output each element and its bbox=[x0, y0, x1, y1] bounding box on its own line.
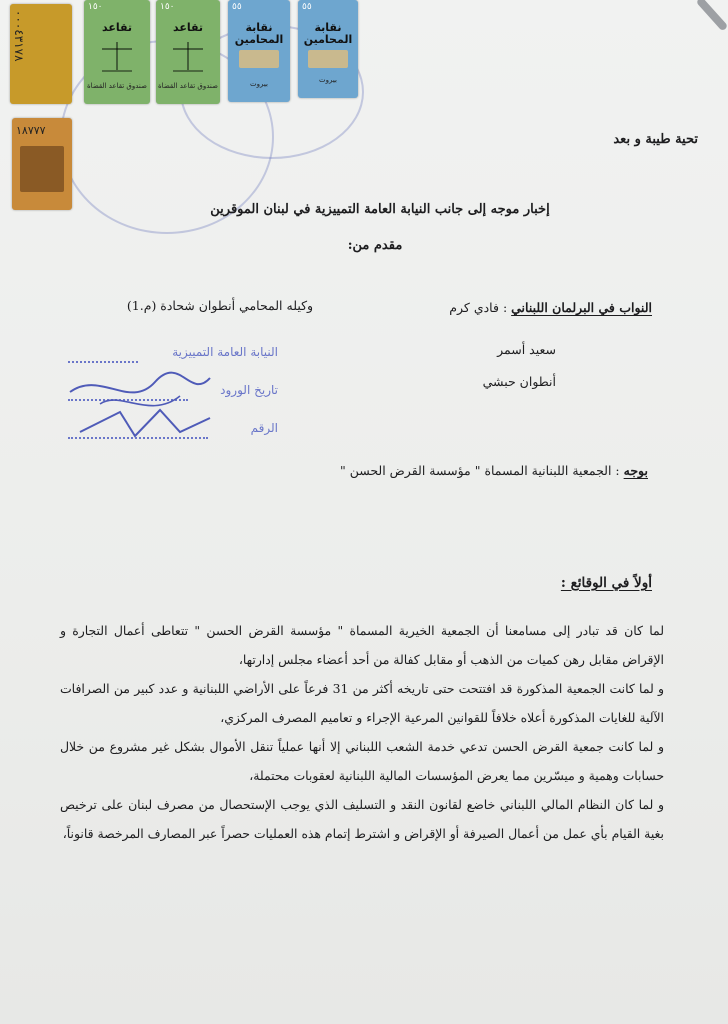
page-title: إخبار موجه إلى جانب النيابة العامة التمييزية في لبنان الموقرين bbox=[210, 202, 550, 217]
revenue-stamp-1 bbox=[10, 4, 72, 104]
against-label: بوجه bbox=[623, 463, 648, 478]
revenue-stamp-2 bbox=[84, 0, 150, 104]
stamp-label: نقابة المحامين bbox=[303, 21, 353, 46]
revenue-stamp-5 bbox=[298, 0, 358, 98]
greeting: تحية طيبة و بعد bbox=[613, 132, 698, 147]
paragraph: لما كان قد تبادر إلى مسامعنا أن الجمعية الخيرية المسماة " مؤسسة القرض الحسن " تتعاطى أعمال التجارة و الإقراض مقابل رهن كميات من الذهب أو مقابل كفالة من أحد أعضاء مجلس إدارتها، bbox=[60, 623, 664, 667]
stamp-value: ١٥٠ bbox=[160, 2, 175, 12]
stamp-label: نقابة المحامين bbox=[234, 21, 284, 46]
pen-edge bbox=[696, 0, 728, 32]
paragraph: و لما كان النظام المالي اللبناني خاضع لقانون النقد و التسليف الذي يوجب الإستحصال من مصرف لبنان على ترخيص بغية القيام بأي عمل من أعمال الصيرفة أو الإقراض و اشترط إتمام هذه العمليات حصراً عبر المصارف المرخصة قانوناً، bbox=[60, 797, 664, 841]
facts-paragraphs bbox=[60, 616, 664, 848]
book-icon bbox=[239, 50, 279, 68]
stamp-sub: بيروت bbox=[250, 80, 268, 88]
revenue-stamp-4 bbox=[228, 0, 290, 102]
submitted-by: مقدم من: bbox=[347, 238, 403, 253]
lawyer: وكيله المحامي أنطوان شحادة (م.1) bbox=[126, 298, 314, 313]
building-icon bbox=[20, 146, 64, 192]
revenue-stamp-6 bbox=[12, 118, 72, 210]
paragraph: و لما كانت جمعية القرض الحسن تدعي خدمة الشعب اللبناني إلا أنها عملياً تنقل الأموال بشكل غير مشروع من خلال حسابات وهمية و ميسّرين مما يعرض المؤسسات المالية اللبنانية لعقوبات محتملة، bbox=[60, 739, 664, 783]
handwritten-signature bbox=[60, 360, 260, 450]
registration-office: النيابة العامة التمييزية bbox=[172, 345, 278, 359]
stamp-sub: صندوق تقاعد القضاة bbox=[158, 82, 218, 90]
scales-icon bbox=[173, 42, 203, 72]
stamp-sub: بيروت bbox=[319, 76, 337, 84]
stamp-value: ٠٠٠٤٣١٧٨ bbox=[12, 10, 26, 62]
deputies-block: النواب في البرلمان اللبناني : فادي كرم bbox=[449, 300, 652, 315]
against-text: الجمعية اللبنانية المسماة " مؤسسة القرض الحسن " bbox=[339, 463, 612, 478]
revenue-stamp-3 bbox=[156, 0, 220, 104]
scales-icon bbox=[102, 42, 132, 72]
paragraph: و لما كانت الجمعية المذكورة قد افتتحت حتى تاريخه أكثر من 31 فرعاً على الأراضي اللبنانية و عدد كبير من الصرافات الآلية للغايات المذكورة أعلاه خلافاً للقوانين المرعية الإجراء و تعاميم المصرف المركزي، bbox=[60, 681, 665, 725]
stamp-value: ١٨٧٧٧ bbox=[16, 124, 46, 137]
book-icon bbox=[308, 50, 348, 68]
against-line: بوجه : الجمعية اللبنانية المسماة " مؤسسة القرض الحسن " bbox=[339, 463, 648, 478]
stamp-sub: صندوق تقاعد القضاة bbox=[87, 82, 147, 90]
deputy-name: فادي كرم bbox=[449, 300, 499, 315]
stamp-label: تقاعد bbox=[101, 21, 133, 34]
deputy-name: سعيد أسمر bbox=[497, 342, 556, 357]
fiscal-stamps bbox=[0, 0, 370, 220]
registration-date-label: تاريخ الورود bbox=[220, 383, 278, 397]
section-title: أولاً في الوقائع : bbox=[560, 575, 652, 591]
stamp-value: ١٥٠ bbox=[88, 2, 103, 12]
stamp-value: ٥٥ bbox=[232, 2, 242, 12]
registration-number-label: الرقم bbox=[250, 421, 278, 435]
stamp-label: تقاعد bbox=[172, 21, 204, 34]
deputy-name: أنطوان حبشي bbox=[482, 374, 556, 389]
deputies-label: النواب في البرلمان اللبناني bbox=[511, 300, 652, 315]
stamp-value: ٥٥ bbox=[302, 2, 312, 12]
